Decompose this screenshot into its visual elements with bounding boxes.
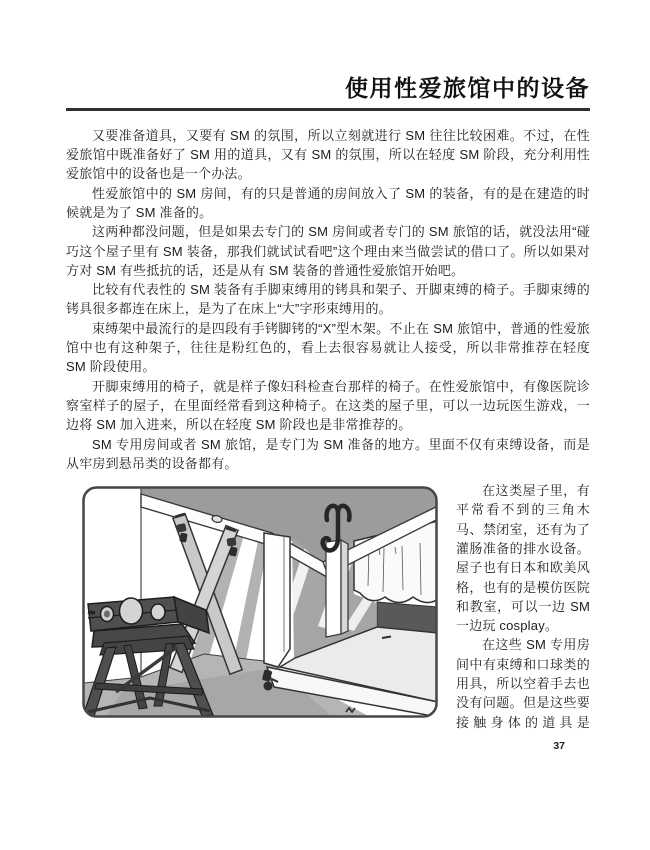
paragraph: 在这类屋子里，有平常看不到的三角木马、禁闭室，还有为了灌肠准备的排水设备。屋子也有日本和欧美风格，也有的是模仿医院和教室，可以一边 SM 一边玩 cosplay。 [456,483,590,634]
paragraph: 性爱旅馆中的 SM 房间，有的只是普通的房间放入了 SM 的装备，有的是在建造的时候就是为了 SM 准备的。 [66,185,590,220]
corner-column [326,540,348,637]
sidebar-text [456,481,590,732]
paragraph: 又要准备道具，又要有 SM 的氛围，所以立刻就进行 SM 往往比较困难。不过，在性爱旅馆中既准备好了 SM 用的道具，又有 SM 的氛围，所以在轻度 SM 阶段，充分利用性爱旅馆中的设备也是一个办法。 [66,127,590,182]
title-rule [66,108,590,111]
figure-row [66,483,590,732]
paragraph: 比较有代表性的 SM 装备有手脚束缚用的铐具和架子、开脚束缚的椅子。手脚束缚的铐具很多都连在床上，是为了在床上“大”字形束缚用的。 [66,282,590,317]
paragraph: 开脚束缚用的椅子，就是样子像妇科检查台那样的椅子。在性爱旅馆中，有像医院诊察室样子的屋子，在里面经常看到这种椅子。在这类的屋子里，可以一边玩医生游戏，一边将 SM 加入进来，所以在轻度 SM 阶段也是非常推荐的。 [66,378,590,433]
body-text [66,126,590,473]
paragraph: 束缚架中最流行的是四段有手铐脚铐的“X”型木架。不止在 SM 旅馆中，普通的性爱旅馆中也有这种架子，往往是粉红色的，看上去很容易就让人接受，所以非常推荐在轻度 SM 阶段使用。 [66,320,590,375]
room-illustration [82,486,438,718]
paragraph: SM 专用房间或者 SM 旅馆，是专门为 SM 准备的地方。里面不仅有束缚设备，而是从牢房到悬吊类的设备都有。 [66,436,590,471]
wall-post [264,533,290,667]
page-title: 使用性爱旅馆中的设备 [345,75,590,101]
paragraph: 这两种都没问题，但是如果去专门的 SM 房间或者专门的 SM 旅馆的话，就没法用“碰巧这个屋子里有 SM 装备，那我们就试试看吧”这个理由来当做尝试的借口了。所以如果对方对 SM 有些抵抗的话，还是从有 SM 装备的普通性爱旅馆开始吧。 [66,224,590,278]
page-number: 37 [553,739,565,752]
page-content [66,74,590,752]
paragraph: 在这些 SM 专用房间中有束缚和口球类的用具，所以空着手去也没有问题。但是这些要接触身体的道具是 [456,637,590,730]
